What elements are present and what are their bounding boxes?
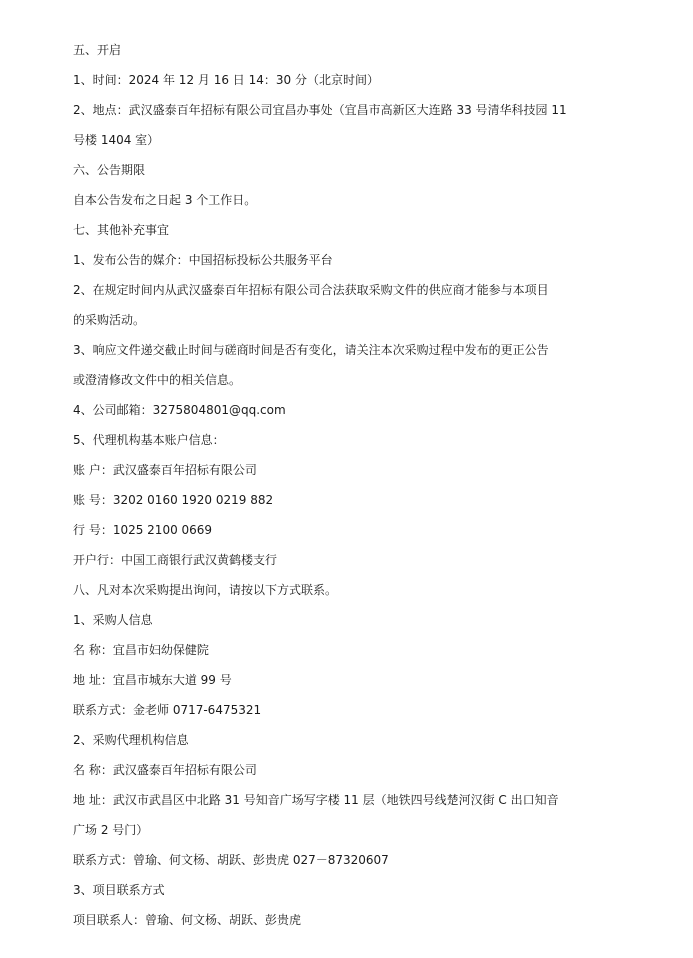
section-heading-other-matters: 七、其他补充事宜 bbox=[73, 223, 170, 237]
project-contact-persons: 项目联系人：曾瑜、何文杨、胡跃、彭贵虎 bbox=[73, 913, 302, 927]
section-heading-opening: 五、开启 bbox=[73, 43, 122, 57]
agency-info-heading: 2、采购代理机构信息 bbox=[73, 733, 189, 747]
opening-location: 2、地点：武汉盛泰百年招标有限公司宜昌办事处（宜昌市高新区大连路 33 号清华科技园 11 bbox=[73, 103, 567, 117]
participation-rule: 2、在规定时间内从武汉盛泰百年招标有限公司合法获取采购文件的供应商才能参与本项目 bbox=[73, 283, 549, 297]
publication-media: 1、发布公告的媒介：中国招标投标公共服务平台 bbox=[73, 253, 333, 267]
bank-account-name: 账 户：武汉盛泰百年招标有限公司 bbox=[73, 463, 257, 477]
participation-rule-cont: 的采购活动。 bbox=[73, 313, 146, 327]
purchaser-name: 名 称：宜昌市妇幼保健院 bbox=[73, 643, 209, 657]
purchaser-address: 地 址：宜昌市城东大道 99 号 bbox=[73, 673, 232, 687]
deadline-notice: 3、响应文件递交截止时间与磋商时间是否有变化，请关注本次采购过程中发布的更正公告 bbox=[73, 343, 549, 357]
agency-name: 名 称：武汉盛泰百年招标有限公司 bbox=[73, 763, 257, 777]
section-heading-notice-period: 六、公告期限 bbox=[73, 163, 146, 177]
bank-info-heading: 5、代理机构基本账户信息： bbox=[73, 433, 225, 447]
bank-account-number: 账 号：3202 0160 1920 0219 882 bbox=[73, 493, 274, 507]
section-heading-contact: 八、凡对本次采购提出询问，请按以下方式联系。 bbox=[73, 583, 338, 597]
bank-branch: 开户行：中国工商银行武汉黄鹤楼支行 bbox=[73, 553, 278, 567]
agency-address: 地 址：武汉市武昌区中北路 31 号知音广场写字楼 11 层（地铁四号线楚河汉街 C 出口知音 bbox=[73, 793, 559, 807]
purchaser-info-heading: 1、采购人信息 bbox=[73, 613, 153, 627]
opening-time: 1、时间：2024 年 12 月 16 日 14：30 分（北京时间） bbox=[73, 73, 379, 87]
purchaser-contact: 联系方式：金老师 0717-6475321 bbox=[73, 703, 262, 717]
bank-code: 行 号：1025 2100 0669 bbox=[73, 523, 213, 537]
agency-contact: 联系方式：曾瑜、何文杨、胡跃、彭贵虎 027－87320607 bbox=[73, 853, 389, 867]
deadline-notice-cont: 或澄清修改文件中的相关信息。 bbox=[73, 373, 242, 387]
document-body bbox=[73, 40, 613, 940]
company-email: 4、公司邮箱：3275804801@qq.com bbox=[73, 403, 286, 417]
opening-location-cont: 号楼 1404 室） bbox=[73, 133, 160, 147]
notice-period-text: 自本公告发布之日起 3 个工作日。 bbox=[73, 193, 257, 207]
project-contact-heading: 3、项目联系方式 bbox=[73, 883, 165, 897]
agency-address-cont: 广场 2 号门） bbox=[73, 823, 149, 837]
